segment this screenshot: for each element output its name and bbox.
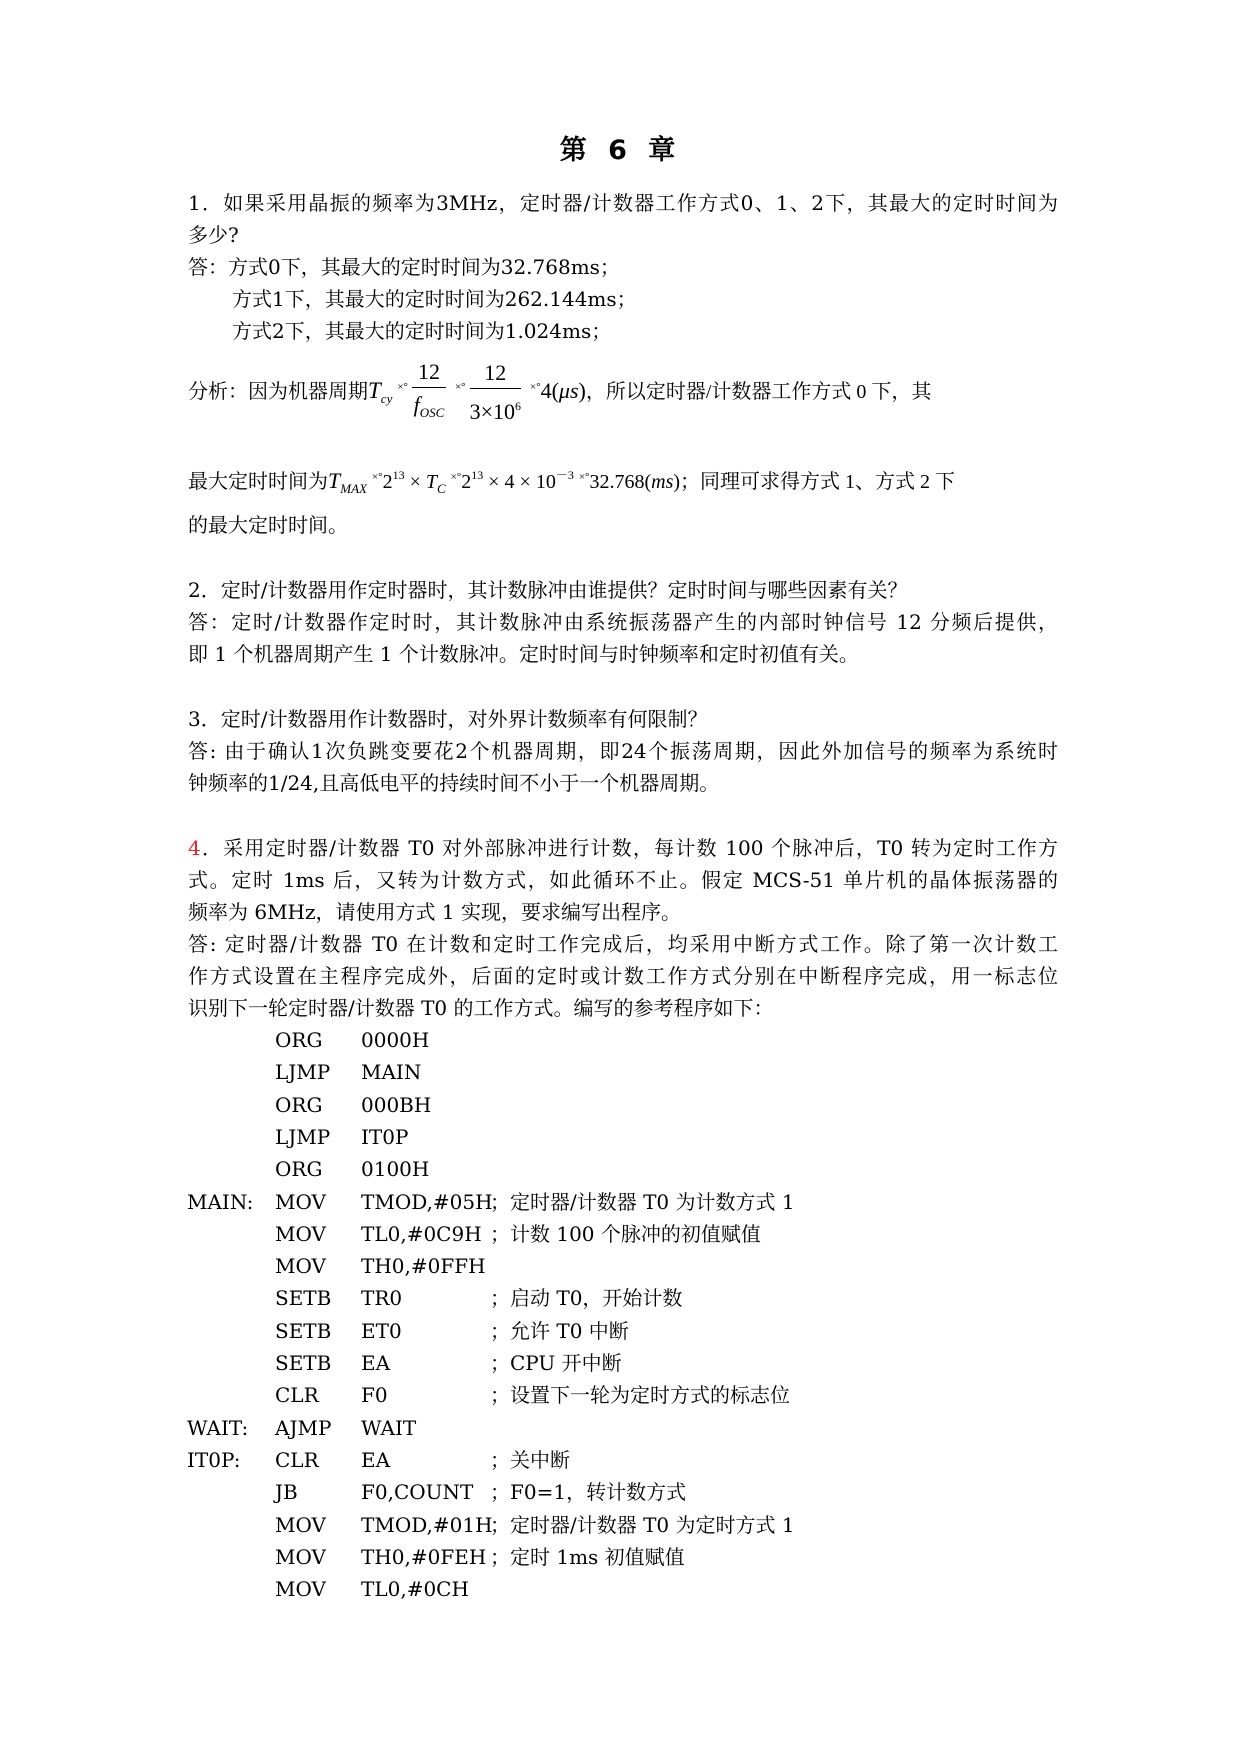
code-opcode: LJMP	[275, 1125, 331, 1149]
code-opcode: SETB	[275, 1286, 332, 1310]
code-comment: ；关中断	[490, 1448, 570, 1472]
code-comment: ；CPU 开中断	[490, 1351, 622, 1375]
q3-answer-line-1: 答: 由于确认1次负跳变要花2个机器周期，即24个振荡周期，因此外加信号的频率为系统时	[188, 739, 1058, 763]
analysis-prefix: 分析：因为机器周期	[188, 381, 368, 403]
analysis-suffix: ，所以定时器/计数器工作方式 0 下，其	[585, 381, 932, 403]
fraction-12-3e6	[470, 358, 521, 429]
code-operand: 0100H	[361, 1157, 430, 1181]
frac2-den: 3×10	[469, 398, 515, 424]
code-operand: TR0	[361, 1286, 403, 1310]
code-comment: ；启动 T0，开始计数	[490, 1286, 683, 1310]
code-opcode: MOV	[275, 1577, 326, 1601]
code-operand: F0	[361, 1383, 388, 1407]
code-opcode: ORG	[275, 1157, 323, 1181]
result-mu: μs	[558, 378, 579, 403]
code-comment: ；定时器/计数器 T0 为定时方式 1	[490, 1513, 795, 1537]
max-expr2: 2	[461, 471, 472, 493]
code-operand: EA	[361, 1351, 391, 1375]
max-close: )	[673, 471, 681, 493]
code-operand: IT0P	[361, 1125, 409, 1149]
max-exp2: 13	[471, 468, 484, 482]
frac2-den-exp: 6	[514, 398, 521, 413]
code-operand: ET0	[361, 1319, 402, 1343]
q1-analysis-formula	[188, 352, 1058, 424]
max-TC-sub: C	[436, 481, 446, 496]
max-expr1: 2	[382, 471, 393, 493]
q1-question-line-2: 多少?	[188, 223, 239, 247]
code-opcode: SETB	[275, 1351, 332, 1375]
q4-question-line-2: 式。定时 1ms 后，又转为计数方式，如此循环不止。假定 MCS-51 单片机的晶体振荡器的	[188, 868, 1058, 892]
code-operand: TH0,#0FFH	[361, 1254, 486, 1278]
q1-last-line: 的最大定时时间。	[188, 513, 348, 537]
code-opcode: SETB	[275, 1319, 332, 1343]
code-operand: 000BH	[361, 1093, 432, 1117]
q4-question-line-3: 频率为 6MHz，请使用方式 1 实现，要求编写出程序。	[188, 900, 681, 924]
formula-T: T	[368, 378, 381, 403]
code-opcode: ORG	[275, 1093, 323, 1117]
chapter-title: 第 6 章	[559, 135, 682, 166]
code-opcode: AJMP	[275, 1416, 332, 1440]
code-opcode: ORG	[275, 1028, 323, 1052]
q2-answer-line-1: 答：定时/计数器作定时时，其计数脉冲由系统振荡器产生的内部时钟信号 12 分频后提供，	[188, 610, 1058, 634]
code-comment: ；定时器/计数器 T0 为计数方式 1	[490, 1190, 795, 1214]
q3-question: 3．定时/计数器用作计数器时，对外界计数频率有何限制？	[188, 707, 708, 731]
code-operand: TMOD,#01H	[361, 1513, 493, 1537]
q1-answer-line-2: 方式1下，其最大的定时时间为262.144ms；	[232, 287, 637, 311]
code-operand: TL0,#0C9H	[361, 1222, 482, 1246]
max-exp1: 13	[392, 468, 405, 482]
formula-glyph: ×°	[371, 471, 383, 483]
code-opcode: MOV	[275, 1513, 326, 1537]
max-ms: ms	[651, 471, 674, 493]
q4-answer-line-3: 识别下一轮定时器/计数器 T0 的工作方式。编写的参考程序如下：	[188, 996, 774, 1020]
code-operand: F0,COUNT	[361, 1480, 474, 1504]
code-label: MAIN:	[187, 1190, 254, 1214]
code-comment: ；定时 1ms 初值赋值	[490, 1545, 685, 1569]
formula-cy: cy	[380, 391, 393, 406]
code-operand: TH0,#0FEH	[361, 1545, 487, 1569]
max-suffix: ；同理可求得方式 1、方式 2 下	[680, 471, 956, 493]
code-opcode: MOV	[275, 1222, 326, 1246]
max-expr3: × 4 × 10	[483, 471, 556, 493]
max-times: ×	[404, 471, 426, 493]
max-exp3: －3	[555, 468, 574, 482]
code-opcode: JB	[275, 1480, 298, 1504]
code-comment: ；允许 T0 中断	[490, 1319, 629, 1343]
q2-answer-line-2: 即 1 个机器周期产生 1 个计数脉冲。定时时间与时钟频率和定时初值有关。	[188, 642, 859, 666]
code-operand: WAIT	[361, 1416, 417, 1440]
formula-glyph: ×°	[578, 471, 590, 483]
max-sub: MAX	[340, 481, 367, 496]
code-opcode: MOV	[275, 1190, 326, 1214]
result-b: )	[578, 378, 586, 403]
code-opcode: CLR	[275, 1448, 319, 1472]
q1-answer-line-1: 答：方式0下，其最大的定时时间为32.768ms；	[188, 255, 620, 279]
code-label: IT0P:	[187, 1448, 241, 1472]
q4-question-text-1: ．采用定时器/计数器 T0 对外部脉冲进行计数，每计数 100 个脉冲后，T0 转为定时工作方	[200, 836, 1058, 860]
q4-question-line-1	[188, 833, 1058, 863]
result-a: 4(	[540, 378, 559, 403]
code-comment: ；设置下一轮为定时方式的标志位	[490, 1383, 790, 1407]
code-opcode: CLR	[275, 1383, 319, 1407]
q1-question-line-1: 1．如果采用晶振的频率为3MHz，定时器/计数器工作方式0、1、2下，其最大的定时时间为	[188, 191, 1058, 215]
code-operand: EA	[361, 1448, 391, 1472]
code-operand: TL0,#0CH	[361, 1577, 469, 1601]
code-comment: ；F0=1，转计数方式	[490, 1480, 687, 1504]
frac1-den-sub: OSC	[419, 404, 445, 420]
fraction-12-fosc	[412, 357, 446, 430]
q4-number: 4	[188, 836, 201, 860]
frac2-num: 12	[470, 358, 521, 389]
max-T: T	[328, 468, 341, 493]
formula-glyph: ×°	[454, 381, 466, 393]
frac1-num: 12	[412, 357, 446, 388]
q2-question: 2．定时/计数器用作定时器时，其计数脉冲由谁提供？定时时间与哪些因素有关？	[188, 578, 908, 602]
max-result: 32.768(	[589, 471, 652, 493]
code-opcode: LJMP	[275, 1060, 331, 1084]
formula-glyph: ×°	[450, 471, 462, 483]
q4-answer-line-2: 作方式设置在主程序完成外，后面的定时或计数工作方式分别在中断程序完成，用一标志位	[188, 964, 1058, 988]
max-prefix: 最大定时时间为	[188, 471, 328, 493]
code-label: WAIT:	[187, 1416, 249, 1440]
code-operand: MAIN	[361, 1060, 422, 1084]
q4-answer-line-1: 答: 定时器/计数器 T0 在计数和定时工作完成后，均采用中断方式工作。除了第一次计数工	[188, 932, 1058, 956]
code-opcode: MOV	[275, 1254, 326, 1278]
code-operand: TMOD,#05H	[361, 1190, 493, 1214]
max-TC: T	[425, 471, 437, 493]
formula-glyph: ×°	[529, 381, 541, 393]
code-operand: 0000H	[361, 1028, 430, 1052]
q1-answer-line-3: 方式2下，其最大的定时时间为1.024ms；	[232, 319, 612, 343]
code-opcode: MOV	[275, 1545, 326, 1569]
q3-answer-line-2: 钟频率的1/24,且高低电平的持续时间不小于一个机器周期。	[188, 771, 720, 795]
q1-max-time-formula	[188, 460, 1058, 504]
formula-glyph: ×°	[397, 381, 408, 393]
code-comment: ；计数 100 个脉冲的初值赋值	[490, 1222, 761, 1246]
frac1-den-f: f	[413, 391, 420, 417]
